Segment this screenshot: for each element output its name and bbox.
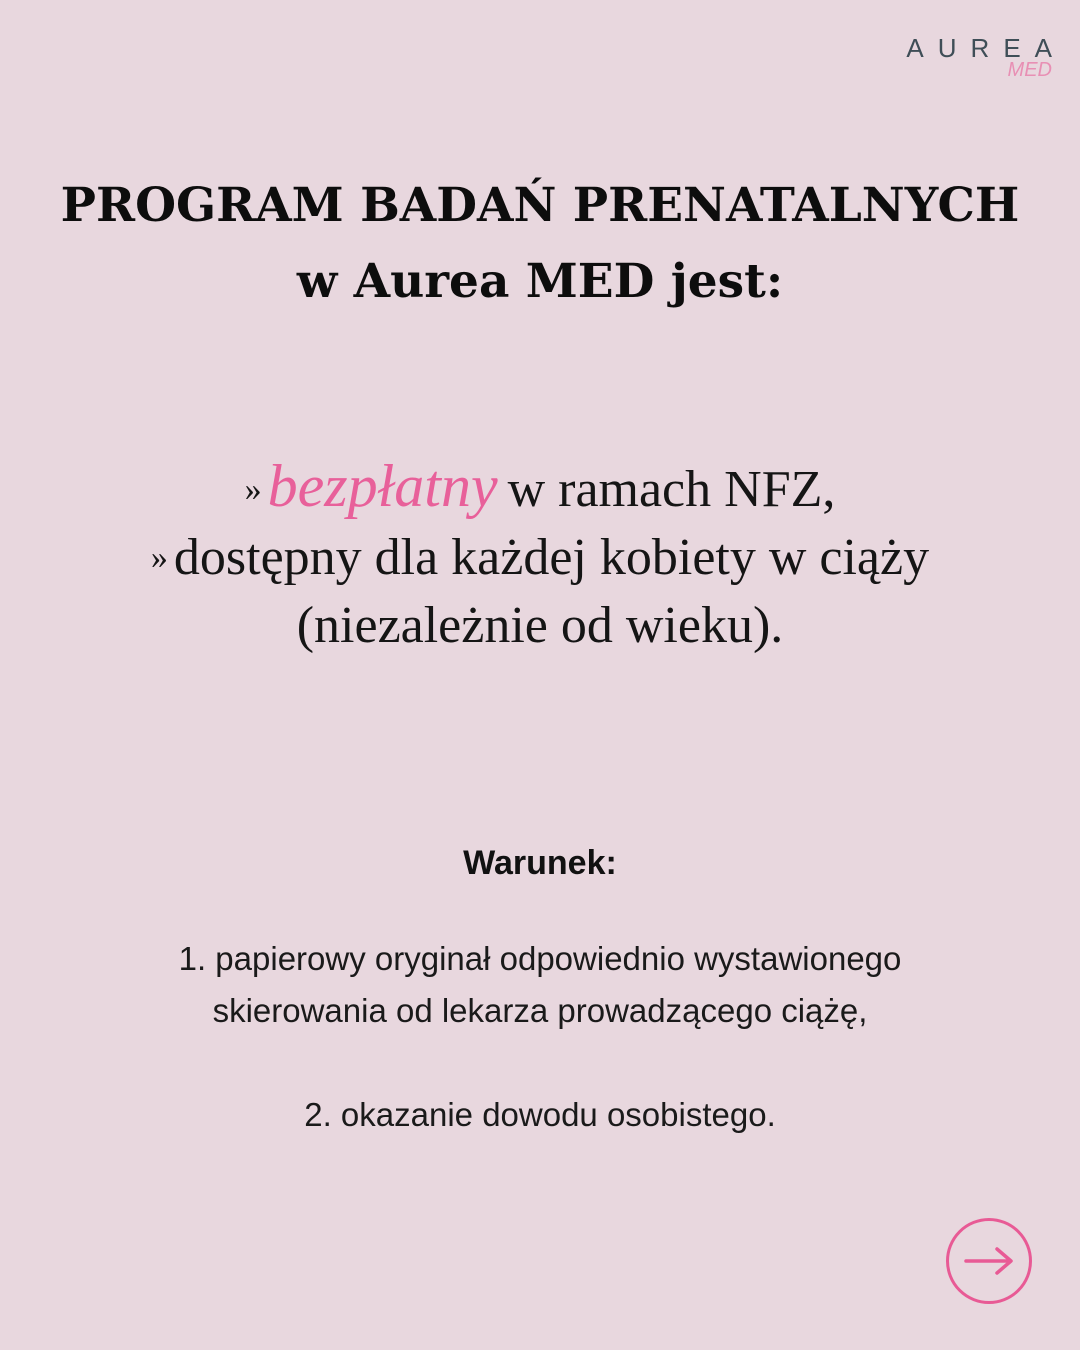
feature-item-available bbox=[0, 524, 1080, 592]
bullet-chevron-icon: » bbox=[244, 471, 262, 508]
page-title bbox=[0, 168, 1080, 320]
features-list bbox=[0, 452, 1080, 660]
conditions-heading: Warunek: bbox=[463, 844, 617, 882]
title-line-2: w Aurea MED jest: bbox=[296, 254, 784, 309]
condition-item-2: 2. okazanie dowodu osobistego. bbox=[304, 1096, 776, 1133]
feature-item-free bbox=[0, 452, 1080, 524]
logo-name: AUREA bbox=[906, 33, 1066, 63]
feature-highlight: bezpłatny bbox=[267, 453, 498, 519]
logo-sub: MED bbox=[1007, 59, 1052, 81]
feature-text: w ramach NFZ, bbox=[507, 461, 836, 518]
condition-item-1 bbox=[0, 933, 1080, 1037]
feature-text: dostępny dla każdej kobiety w ciąży bbox=[173, 529, 930, 586]
brand-logo bbox=[882, 33, 1066, 81]
condition-item-1-line-2: skierowania od lekarza prowadzącego ciążę, bbox=[212, 992, 868, 1029]
feature-item-continuation: (niezależnie od wieku). bbox=[296, 597, 784, 654]
next-button[interactable] bbox=[946, 1218, 1032, 1304]
condition-item-1-line-1: 1. papierowy oryginał odpowiednio wystawionego bbox=[178, 940, 902, 977]
title-line-1: PROGRAM BADAŃ PRENATALNYCH bbox=[60, 178, 1020, 233]
arrow-right-icon bbox=[963, 1246, 1015, 1276]
bullet-chevron-icon: » bbox=[150, 539, 168, 576]
